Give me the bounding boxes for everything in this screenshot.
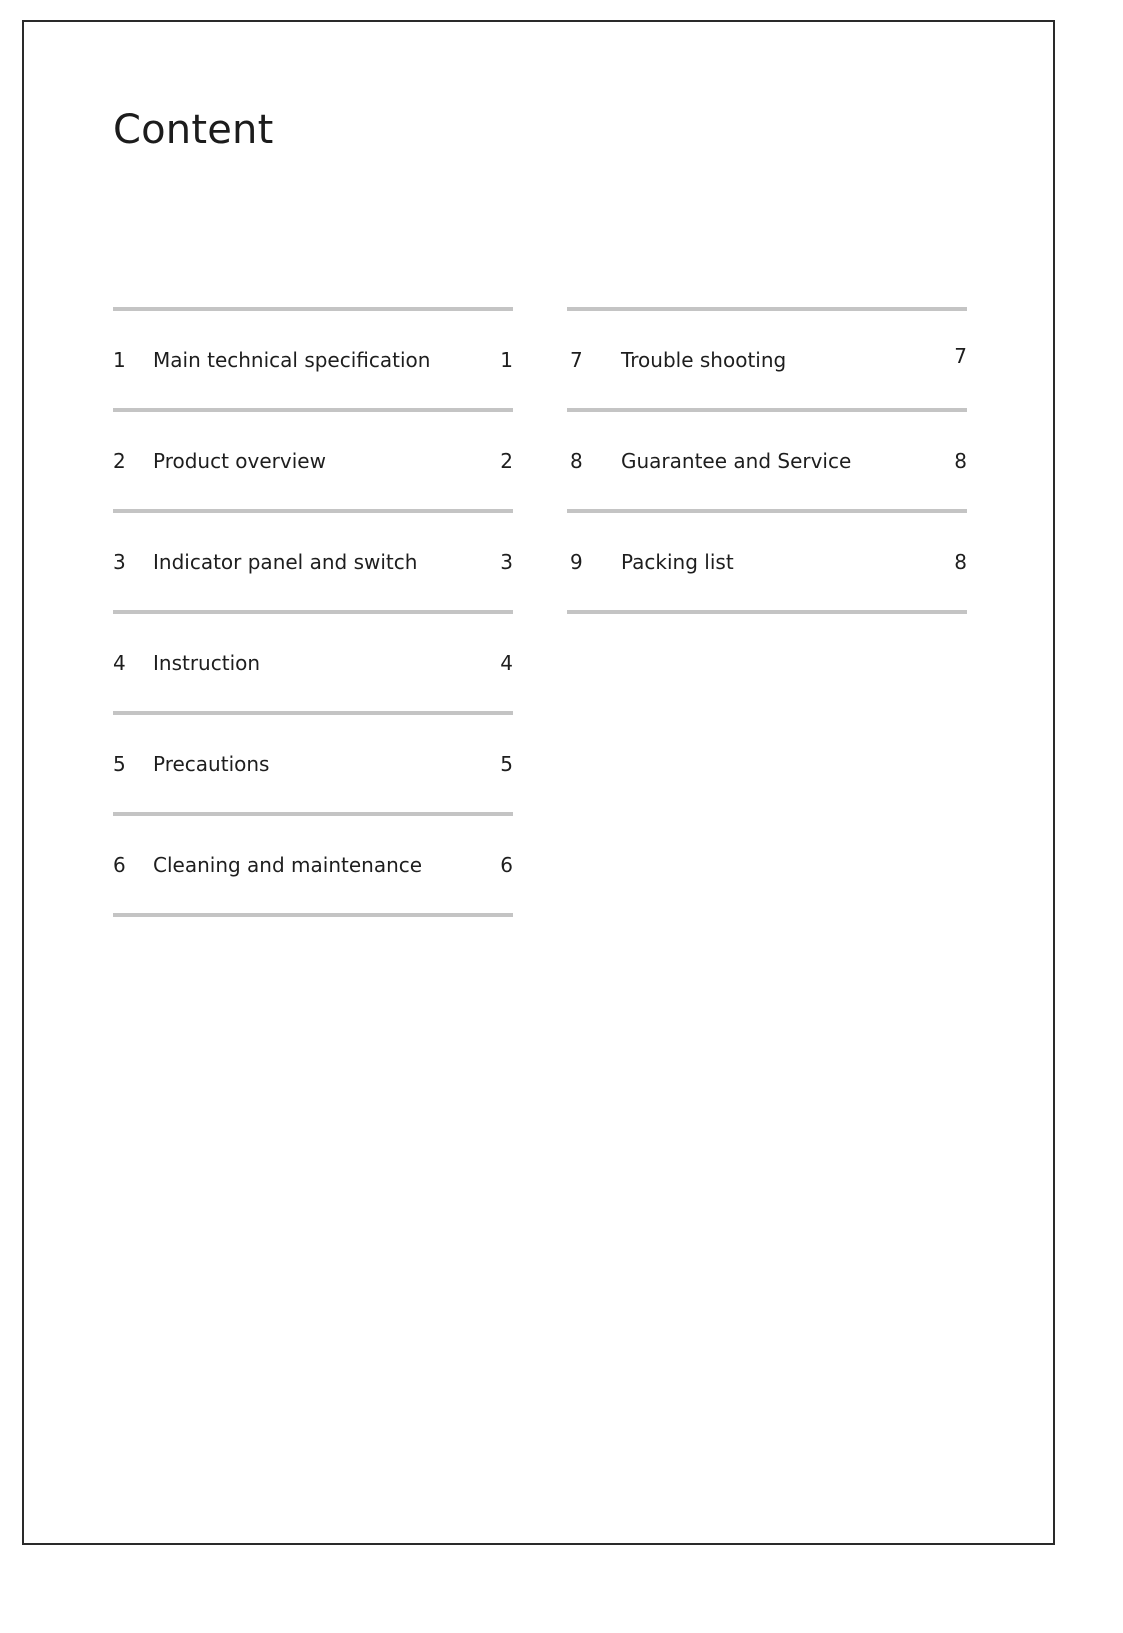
toc-divider [113,913,513,917]
toc-entry-guarantee-and-service[interactable] [567,412,967,509]
toc-entry-title: Indicator panel and switch [153,549,418,574]
toc-entry-page: 7 [954,343,967,368]
toc-entry-number: 7 [570,347,583,372]
toc-entry-title: Precautions [153,751,270,776]
toc-entry-page: 6 [500,852,513,877]
toc-entry-page: 1 [500,347,513,372]
toc-entry-packing-list[interactable] [567,513,967,610]
toc-entry-number: 4 [113,650,126,675]
toc-entry-cleaning-and-maintenance[interactable] [113,816,513,913]
toc-entry-number: 5 [113,751,126,776]
toc-entry-page: 5 [500,751,513,776]
toc-entry-page: 3 [500,549,513,574]
toc-right-column [567,307,967,614]
toc-entry-indicator-panel-and-switch[interactable] [113,513,513,610]
toc-entry-instruction[interactable] [113,614,513,711]
toc-entry-number: 3 [113,549,126,574]
toc-entry-page: 4 [500,650,513,675]
toc-entry-title: Packing list [621,549,734,574]
toc-entry-main-technical-specification[interactable] [113,311,513,408]
toc-entry-title: Cleaning and maintenance [153,852,423,877]
toc-entry-page: 8 [954,448,967,473]
toc-entry-number: 8 [570,448,583,473]
toc-entry-title: Product overview [153,448,326,473]
toc-entry-title: Guarantee and Service [621,448,852,473]
toc-entry-page: 2 [500,448,513,473]
toc-divider [567,610,967,614]
toc-entry-number: 2 [113,448,126,473]
toc-entry-product-overview[interactable] [113,412,513,509]
toc-entry-page: 8 [954,549,967,574]
toc-entry-precautions[interactable] [113,715,513,812]
page-title: Content [113,107,274,153]
toc-entry-title: Instruction [153,650,261,675]
toc-entry-number: 1 [113,347,126,372]
toc-entry-number: 6 [113,852,126,877]
toc-left-column [113,307,513,917]
toc-entry-title: Main technical specification [153,347,431,372]
toc-entry-number: 9 [570,549,583,574]
toc-entry-trouble-shooting[interactable] [567,311,967,408]
toc-entry-title: Trouble shooting [621,347,787,372]
